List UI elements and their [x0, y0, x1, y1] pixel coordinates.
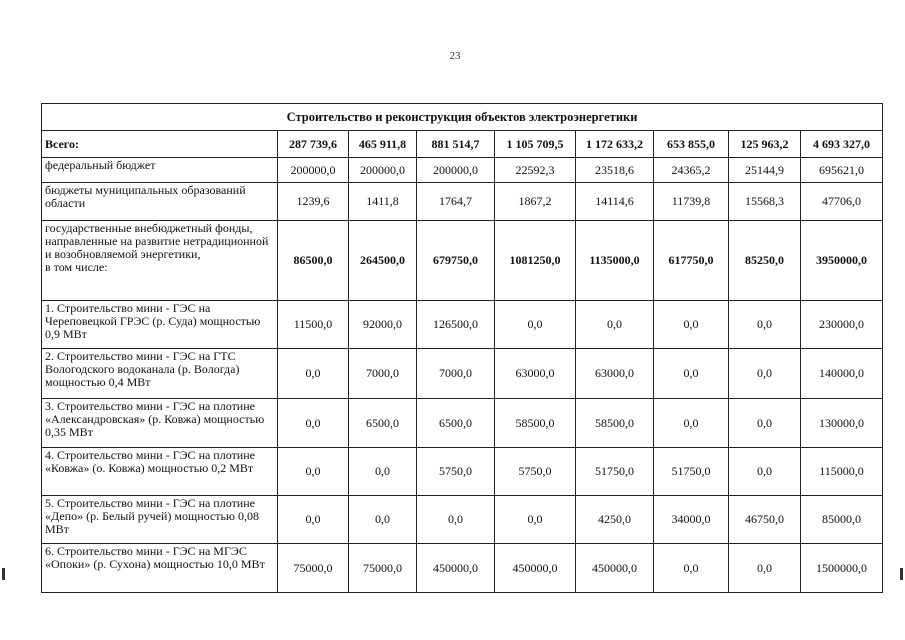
- row-label: бюджеты муниципальных образований области: [42, 183, 278, 221]
- value-cell: 85250,0: [729, 221, 801, 301]
- value-cell: 1411,8: [349, 183, 417, 221]
- value-cell: 46750,0: [729, 496, 801, 544]
- value-cell: 679750,0: [417, 221, 495, 301]
- value-cell: 0,0: [729, 448, 801, 496]
- value-cell: 25144,9: [729, 158, 801, 183]
- value-cell: 92000,0: [349, 301, 417, 349]
- row-label: федеральный бюджет: [42, 158, 278, 183]
- value-cell: 450000,0: [417, 544, 495, 593]
- project-row-1: [42, 301, 883, 349]
- funding-table: [41, 103, 883, 593]
- value-cell: 125 963,2: [729, 131, 801, 158]
- value-cell: 0,0: [278, 399, 349, 448]
- value-cell: 7000,0: [349, 349, 417, 399]
- value-cell: 200000,0: [417, 158, 495, 183]
- row-label: 1. Строительство мини - ГЭС на Череповецкой ГРЭС (р. Суда) мощностью 0,9 МВт: [42, 301, 278, 349]
- value-cell: 1867,2: [495, 183, 576, 221]
- section-title: Строительство и реконструкция объектов электроэнергетики: [42, 104, 883, 131]
- value-cell: 0,0: [729, 349, 801, 399]
- value-cell: 881 514,7: [417, 131, 495, 158]
- value-cell: 15568,3: [729, 183, 801, 221]
- value-cell: 1500000,0: [801, 544, 883, 593]
- row-label: государственные внебюджетный фонды, направленные на развитие нетрадиционной и возобновляемой энергетики, в том числе:: [42, 221, 278, 301]
- value-cell: 1 172 633,2: [576, 131, 654, 158]
- value-cell: 126500,0: [417, 301, 495, 349]
- value-cell: 0,0: [576, 301, 654, 349]
- value-cell: 0,0: [654, 349, 729, 399]
- value-cell: 51750,0: [654, 448, 729, 496]
- value-cell: 24365,2: [654, 158, 729, 183]
- project-row-4: [42, 448, 883, 496]
- value-cell: 465 911,8: [349, 131, 417, 158]
- row-label: 2. Строительство мини - ГЭС на ГТС Вологодского водоканала (р. Вологда) мощностью 0,4 МВт: [42, 349, 278, 399]
- value-cell: 264500,0: [349, 221, 417, 301]
- value-cell: 34000,0: [654, 496, 729, 544]
- value-cell: 63000,0: [495, 349, 576, 399]
- value-cell: 617750,0: [654, 221, 729, 301]
- value-cell: 6500,0: [349, 399, 417, 448]
- federal-budget-row: [42, 158, 883, 183]
- row-label: 3. Строительство мини - ГЭС на плотине «Александровская» (р. Ковжа) мощностью 0,35 МВт: [42, 399, 278, 448]
- row-label: 5. Строительство мини - ГЭС на плотине «Депо» (р. Белый ручей) мощностью 0,08 МВт: [42, 496, 278, 544]
- value-cell: 75000,0: [278, 544, 349, 593]
- value-cell: 0,0: [654, 399, 729, 448]
- value-cell: 0,0: [278, 496, 349, 544]
- value-cell: 11500,0: [278, 301, 349, 349]
- value-cell: 140000,0: [801, 349, 883, 399]
- page-number: 23: [449, 50, 461, 62]
- value-cell: 0,0: [729, 399, 801, 448]
- value-cell: 1764,7: [417, 183, 495, 221]
- value-cell: 653 855,0: [654, 131, 729, 158]
- value-cell: 200000,0: [278, 158, 349, 183]
- value-cell: 0,0: [654, 544, 729, 593]
- value-cell: 75000,0: [349, 544, 417, 593]
- section-title-row: [42, 104, 883, 131]
- value-cell: 0,0: [349, 496, 417, 544]
- row-label: Всего:: [42, 131, 278, 158]
- value-cell: 11739,8: [654, 183, 729, 221]
- value-cell: 200000,0: [349, 158, 417, 183]
- value-cell: 7000,0: [417, 349, 495, 399]
- value-cell: 450000,0: [576, 544, 654, 593]
- value-cell: 230000,0: [801, 301, 883, 349]
- value-cell: 6500,0: [417, 399, 495, 448]
- value-cell: 51750,0: [576, 448, 654, 496]
- value-cell: 5750,0: [417, 448, 495, 496]
- value-cell: 63000,0: [576, 349, 654, 399]
- value-cell: 4250,0: [576, 496, 654, 544]
- project-row-6: [42, 544, 883, 593]
- row-label: 4. Строительство мини - ГЭС на плотине «Ковжа» (о. Ковжа) мощностью 0,2 МВт: [42, 448, 278, 496]
- value-cell: 5750,0: [495, 448, 576, 496]
- value-cell: 47706,0: [801, 183, 883, 221]
- value-cell: 1239,6: [278, 183, 349, 221]
- value-cell: 130000,0: [801, 399, 883, 448]
- value-cell: 0,0: [278, 349, 349, 399]
- value-cell: 58500,0: [495, 399, 576, 448]
- project-row-3: [42, 399, 883, 448]
- value-cell: 695621,0: [801, 158, 883, 183]
- value-cell: 0,0: [495, 496, 576, 544]
- project-row-2: [42, 349, 883, 399]
- row-label: 6. Строительство мини - ГЭС на МГЭС «Опоки» (р. Сухона) мощностью 10,0 МВт: [42, 544, 278, 593]
- scan-edge-mark-right: [900, 568, 903, 580]
- value-cell: 23518,6: [576, 158, 654, 183]
- value-cell: 450000,0: [495, 544, 576, 593]
- value-cell: 0,0: [349, 448, 417, 496]
- value-cell: 0,0: [729, 544, 801, 593]
- value-cell: 14114,6: [576, 183, 654, 221]
- municipal-budgets-row: [42, 183, 883, 221]
- value-cell: 1081250,0: [495, 221, 576, 301]
- value-cell: 1135000,0: [576, 221, 654, 301]
- totals-row: [42, 131, 883, 158]
- value-cell: 287 739,6: [278, 131, 349, 158]
- value-cell: 85000,0: [801, 496, 883, 544]
- value-cell: 86500,0: [278, 221, 349, 301]
- value-cell: 0,0: [729, 301, 801, 349]
- project-row-5: [42, 496, 883, 544]
- value-cell: 58500,0: [576, 399, 654, 448]
- value-cell: 1 105 709,5: [495, 131, 576, 158]
- value-cell: 0,0: [495, 301, 576, 349]
- value-cell: 3950000,0: [801, 221, 883, 301]
- value-cell: 0,0: [417, 496, 495, 544]
- extrabudgetary-funds-row: [42, 221, 883, 301]
- value-cell: 4 693 327,0: [801, 131, 883, 158]
- scan-edge-mark-left: [2, 568, 5, 580]
- value-cell: 115000,0: [801, 448, 883, 496]
- value-cell: 0,0: [278, 448, 349, 496]
- value-cell: 0,0: [654, 301, 729, 349]
- value-cell: 22592,3: [495, 158, 576, 183]
